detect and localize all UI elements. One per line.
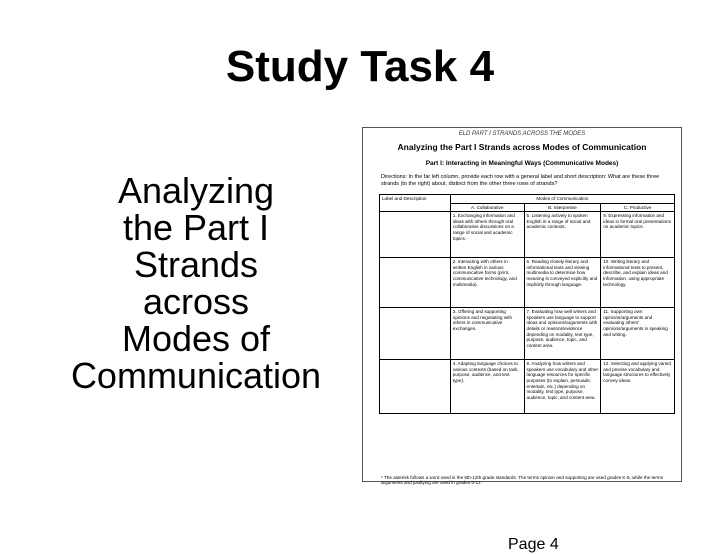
label-cell (380, 212, 451, 258)
subtitle-line: Communication (70, 355, 322, 396)
table-cell: 2. Interacting with others in written English in various communicative forms (print, communicative technology, and multimedia). (450, 258, 524, 308)
label-cell (380, 360, 451, 414)
table-cell: 12. Selecting and applying varied and precise vocabulary and language structures to effectively convey ideas. (601, 360, 675, 414)
subtitle-line: Analyzing (117, 170, 275, 211)
table-cell: 10. Writing literary and informational texts to present, describe, and explain ideas and information, using appropriate technology. (601, 258, 675, 308)
modes-column-header: Modes of Communication (450, 195, 674, 204)
page-number: Page 4 (508, 536, 559, 553)
table-cell: 6. Reading closely literary and informational texts and viewing multimedia to determine how meaning is conveyed explicitly and implicitly through language. (524, 258, 601, 308)
subtitle-line: the Part I (122, 207, 270, 248)
table-cell: 8. Analyzing how writers and speakers use vocabulary and other language resources for specific purposes (to explain, persuade, entertain, etc.) depending on modality, text type, purpose, audience, topic, and content area. (524, 360, 601, 414)
document-part-heading: Part I: Interacting in Meaningful Ways (Communicative Modes) (425, 160, 619, 167)
subtitle-line: Strands (133, 244, 259, 285)
table-cell: 7. Evaluating how well writers and speakers use language to support ideas and opinions/arguments with details or reasons/evidence depending on modality, text type, purpose, audience, topic, and content area. (524, 308, 601, 360)
table-cell: 5. Listening actively to spoken English in a range of social and academic contexts. (524, 212, 601, 258)
table-row (380, 360, 675, 414)
table-cell: 3. Offering and supporting opinions and negotiating with others in communicative exchanges. (450, 308, 524, 360)
document-directions: Directions: In the far left column, provide each row with a general label and short description: What are these three strands (to the right) about, distinct from the other three rows of strands? (381, 174, 660, 187)
table-cell: 1. Exchanging information and ideas with others through oral collaborative discussions on a range of social and academic topics. (450, 212, 524, 258)
table-row (380, 308, 675, 360)
interpretive-header: B. Interpretive (524, 203, 601, 212)
document-title: Analyzing the Part I Strands across Modes of Communication (397, 142, 647, 152)
subtitle-line: Modes of (121, 318, 271, 359)
label-cell (380, 308, 451, 360)
table-row (380, 212, 675, 258)
subtitle-line: across (142, 281, 250, 322)
strands-table (379, 194, 675, 414)
slide-title: Study Task 4 (225, 42, 495, 91)
slide-subtitle (56, 172, 336, 394)
label-cell (380, 258, 451, 308)
label-column-header: Label and Description (380, 195, 451, 212)
document-header: ELD PART I STRANDS ACROSS THE MODES (458, 131, 586, 137)
document-thumbnail (362, 127, 682, 486)
table-row (380, 258, 675, 308)
table-cell: 11. Supporting own opinions/arguments and evaluating others' opinions/arguments in speaking and writing. (601, 308, 675, 360)
document-footnote: * The asterisk follows a word used in the 6th-12th grade standards. The terms opinion and supporting are used grades K-5, while the terms arguments and justifying are used in grades 6-12. (381, 475, 663, 486)
collaborative-header: A. Collaborative (450, 203, 524, 212)
table-cell: 9. Expressing information and ideas in formal oral presentations on academic topics. (601, 212, 675, 258)
table-cell: 4. Adapting language choices to various contexts (based on task, purpose, audience, and text type). (450, 360, 524, 414)
productive-header: C. Productive (601, 203, 675, 212)
